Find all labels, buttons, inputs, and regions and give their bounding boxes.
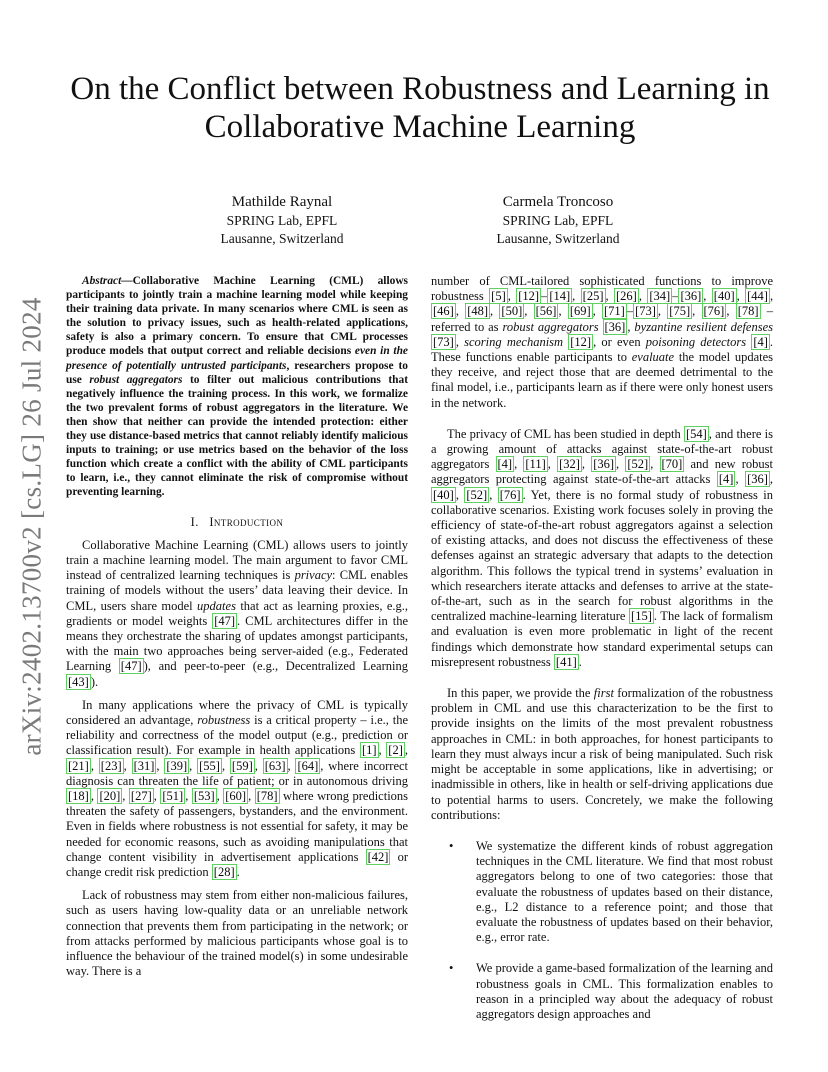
citation-link[interactable]: [56]: [535, 304, 557, 319]
citation-link[interactable]: [36]: [593, 457, 615, 472]
author-affiliation: SPRING Lab, EPFL: [502, 213, 614, 228]
list-item: • We systematize the different kinds of robust aggregation techniques in the CML literature. We find that most robust aggregators belong to one of two categories: those that evaluate the robustness of updates based on their distance, e.g., L2 distance to a reference point; and those that evaluate the robustness of updates based on their behavior, e.g., error rate.: [449, 838, 773, 945]
citation-link[interactable]: [47]: [120, 659, 142, 674]
arxiv-identifier-sidebar: [6, 296, 58, 756]
author-location: Lausanne, Switzerland: [220, 230, 344, 246]
citation-link[interactable]: [40]: [433, 487, 454, 502]
citation-link[interactable]: [73]: [635, 304, 656, 319]
bullet-icon: •: [449, 961, 454, 976]
left-column: [66, 274, 408, 979]
citation-link[interactable]: [34]: [649, 289, 671, 304]
body-paragraph: The privacy of CML has been studied in depth [54] , and there is a growing amount of attacks against state-of-the-art robust aggregators [4] , [11] , [32] , [36] , [52] , [70] and new robust aggregators protecting against state-of-the-art attacks [4] , [36] , [40] , [52] , [76] . Yet, there is no formal study of robustness in collaborative scenarios. Existing work focuses solely in proving the efficiency of state-of-the-art robust aggregators against a selection of existing attacks, and does not discuss the effectiveness of these defenses against an strategic adversary that adapts to the detection algorithm. This follows the typical trend in systems’ evaluation in which researchers iterate attacks and defenses to arrive at the state-of-the-art, such as in the search for robust algorithms in the centralized machine-learning literature [15] . The lack of formalism and evaluation is even more problematic in light of the recent findings which demonstrate how standard experimental setups can misrepresent robustness [41] .: [431, 426, 774, 669]
contributions-list: [431, 839, 773, 1022]
author-block-1: [167, 192, 397, 247]
list-item: • We provide a game-based formalization of the learning and robustness goals in CML. This formalization enables to reason in a principled way about the adequacy of robust aggregators design approaches and: [449, 961, 773, 1021]
citation-link[interactable]: [4]: [497, 457, 513, 472]
citation-link[interactable]: [54]: [685, 426, 707, 441]
intro-paragraph-2: In many applications where the privacy of CML is typically considered an advantage, robustness is a critical property – i.e., the reliability and correctness of the model output (e.g., prediction or classification result). For example in health applications [1] , [2] , [21] , [23] , [31] , [39] , [55] , [59] , [63] , [64] , where incorrect diagnosis can threaten the life of patient; or in autonomous driving [18] , [20] , [27] , [51] , [53] , [60] , [78] where wrong predictions threaten the safety of passengers, bystanders, and the environment. Even in fields where robustness is not essential for safety, it may be needed for economic reasons, such as avoiding manipulations that change content visibility in advertisement applications [42] or change credit risk prediction [28] .: [66, 697, 409, 879]
citation-link[interactable]: [11]: [525, 457, 546, 472]
citation-link[interactable]: [63]: [264, 758, 286, 773]
citation-link[interactable]: [73]: [433, 334, 454, 349]
citation-link[interactable]: [42]: [367, 849, 389, 864]
citation-link[interactable]: [39]: [166, 758, 188, 773]
citation-link[interactable]: [1]: [361, 743, 377, 758]
citation-link[interactable]: [25]: [582, 289, 604, 304]
author-location: Lausanne, Switzerland: [496, 230, 620, 246]
citation-link[interactable]: [15]: [631, 609, 652, 624]
citation-link[interactable]: [20]: [99, 788, 121, 803]
citation-link[interactable]: [32]: [559, 457, 580, 472]
citation-link[interactable]: [75]: [669, 304, 691, 319]
citation-link[interactable]: [52]: [466, 487, 488, 502]
author-affiliation: SPRING Lab, EPFL: [226, 213, 338, 228]
citation-link[interactable]: [46]: [433, 304, 454, 319]
citation-link[interactable]: [36]: [747, 472, 768, 487]
citation-link[interactable]: [55]: [199, 758, 220, 773]
citation-link[interactable]: [71]: [604, 304, 625, 319]
author-name: Carmela Troncoso: [502, 194, 614, 210]
citation-link[interactable]: [14]: [549, 289, 571, 304]
citation-link[interactable]: [40]: [713, 289, 735, 304]
citation-link[interactable]: [2]: [388, 743, 403, 758]
citation-link[interactable]: [59]: [231, 758, 253, 773]
author-block-2: [443, 192, 673, 247]
body-paragraph-continued: number of CML-tailored sophisticated functions to improve robustness [5] , [12] – [14] , [25] , [26] , [34] – [36] , [40] , [44] , [46] , [48] , [50] , [56] , [69] , [71] – [73] , [75] , [76] , [78] – referred to as robust aggregators [36] , byzantine resilient defenses [73] , scoring mechanism [12] , or even poisoning detectors [4] . These functions enable participants to evaluate the model updates they receive, and reject those that are deemed detrimental to the final model, i.e., participants learn as if there were only honest users in the network.: [431, 274, 774, 410]
body-paragraph: In this paper, we provide the first formalization of the robustness problem in CML and use this characterization to be the first to provide insights on the limits of the most prevalent robustness approaches in CML: in both approaches, for honest participants to learn they must always incur a risk of being manipulated. Such risk might be acceptable in some applications, like in advertising; or inadmissible in others, like in health or self-driving applications due to potential harms to users. Concretely, we make the following contributions:: [431, 686, 773, 822]
citation-link[interactable]: [31]: [133, 758, 155, 773]
citation-link[interactable]: [26]: [616, 289, 637, 304]
citation-link[interactable]: [53]: [193, 788, 215, 803]
citation-link[interactable]: [12]: [570, 334, 592, 349]
citation-link[interactable]: [60]: [225, 788, 247, 803]
citation-link[interactable]: [36]: [604, 319, 626, 334]
citation-link[interactable]: [41]: [555, 654, 577, 669]
author-name: Mathilde Raynal: [231, 194, 333, 210]
citation-link[interactable]: [70]: [661, 457, 683, 472]
citation-link[interactable]: [78]: [737, 304, 759, 319]
citation-link[interactable]: [50]: [501, 304, 523, 319]
citation-link[interactable]: [78]: [256, 788, 278, 803]
citation-link[interactable]: [44]: [747, 289, 768, 304]
abstract-label: Abstract: [82, 275, 122, 287]
citation-link[interactable]: [4]: [753, 334, 768, 349]
right-column: [431, 274, 773, 1022]
citation-link[interactable]: [52]: [627, 457, 649, 472]
citation-link[interactable]: [21]: [68, 758, 89, 773]
abstract: Abstract—Collaborative Machine Learning (CML) allows participants to jointly train a machine learning model while keeping their training data private. In many scenarios where CML is seen as the solution to privacy issues, such as health-related applications, safety is also a primary concern. To ensure that CML processes produce models that output correct and reliable decisions even in the presence of potentially untrusted participants, researchers propose to use robust aggregators to filter out malicious contributions that negatively influence the training process. In this work, we formalize the two prevalent forms of robust aggregators in the literature. We then show that neither can provide the intended protection: either they use distance-based metrics that cannot reliably identify malicious inputs to training; or use metrics based on the behavior of the loss function which create a conflict with the ability of CML participants to learn, i.e., they cannot eliminate the risk of compromise without preventing learning.: [66, 275, 409, 499]
intro-paragraph-3: Lack of robustness may stem from either non-malicious failures, such as users having low-quality data or an unreliable network connection that prevents them from participating in the network; or from attacks performed by malicious participants whose goal is to influence the behaviour of the trained model(s) in some undesirable way. There is a: [66, 888, 408, 979]
paper-title: On the Conflict between Robustness and Learning in Collaborative Machine Learning: [70, 71, 770, 145]
citation-link[interactable]: [18]: [68, 788, 89, 803]
citation-link[interactable]: [64]: [297, 758, 319, 773]
citation-link[interactable]: [12]: [518, 289, 540, 304]
citation-link[interactable]: [48]: [467, 304, 489, 319]
citation-link[interactable]: [5]: [491, 289, 506, 304]
citation-link[interactable]: [4]: [718, 472, 734, 487]
citation-link[interactable]: [28]: [213, 864, 235, 879]
citation-link[interactable]: [47]: [214, 613, 236, 628]
section-heading: I. Introduction: [190, 514, 284, 529]
citation-link[interactable]: [23]: [100, 758, 122, 773]
citation-link[interactable]: [27]: [130, 788, 152, 803]
citation-link[interactable]: [69]: [569, 304, 591, 319]
citation-link[interactable]: [51]: [162, 788, 184, 803]
citation-link[interactable]: [76]: [703, 304, 725, 319]
citation-link[interactable]: [43]: [68, 674, 89, 689]
bullet-icon: •: [449, 838, 454, 853]
arxiv-identifier-text: arXiv:2402.13700v2 [cs.LG] 26 Jul 2024: [16, 296, 47, 756]
intro-paragraph-1: Collaborative Machine Learning (CML) allows users to jointly train a machine learning model. The main argument to favor CML instead of centralized learning techniques is privacy: CML enables training of models without the users’ data leaving their device. In CML, users share model updates that act as learning proxies, e.g., gradients or model weights [47] . CML architectures differ in the means they orchestrate the sharing of updates amongst participants, with the main two approaches being server-aided (e.g., Federated Learning [47] ), and peer-to-peer (e.g., Decentralized Learning [43] ).: [66, 537, 409, 689]
citation-link[interactable]: [76]: [499, 487, 521, 502]
citation-link[interactable]: [36]: [680, 289, 702, 304]
